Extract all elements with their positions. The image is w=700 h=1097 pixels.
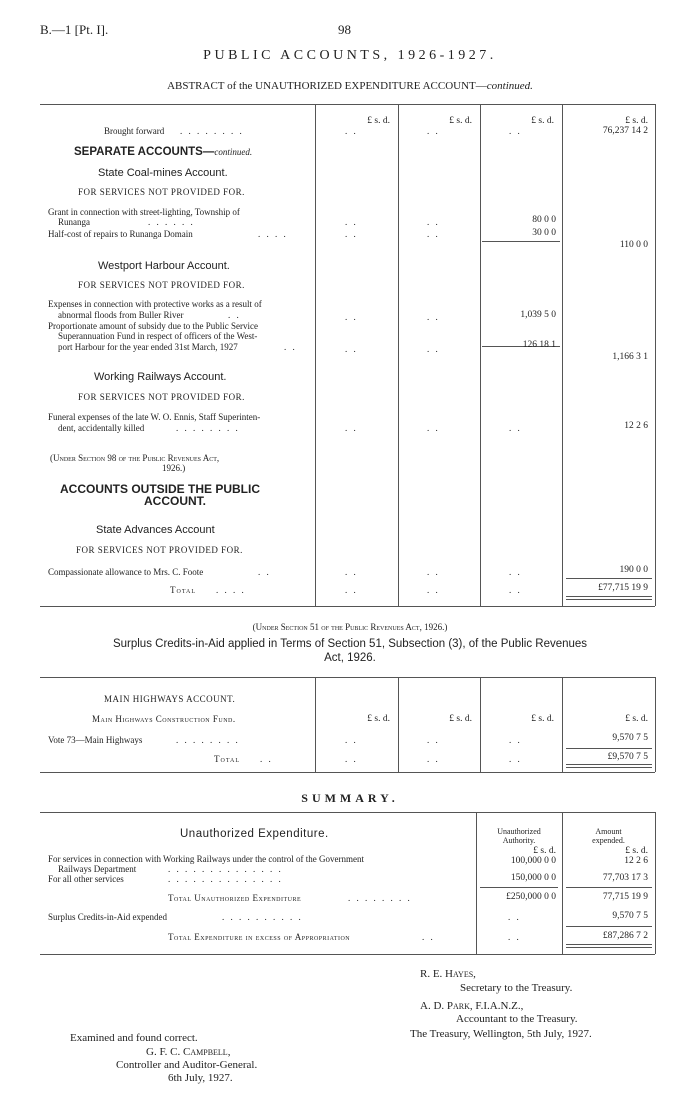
signatory-campbell: G. F. C. Campbell, xyxy=(146,1046,231,1058)
summary-row2-authority: 150,000 0 0 xyxy=(510,873,556,883)
coal-amount-2: 30 0 0 xyxy=(532,228,556,238)
summary-row1-b: Railways Department xyxy=(58,864,137,874)
advances-line1: Compassionate allowance to Mrs. C. Foote xyxy=(48,567,204,577)
westport-amount-2: 126 18 1 xyxy=(522,340,556,350)
westport-line2a: Proportionate amount of subsidy due to the Public Service xyxy=(48,321,258,331)
outside-accounts-heading-2: ACCOUNT. xyxy=(144,494,206,508)
col-header-4: £ s. d. xyxy=(625,116,648,126)
signatory-campbell-date: 6th July, 1927. xyxy=(168,1072,233,1084)
excess-label: Total Expenditure in excess of Appropriation xyxy=(168,932,351,942)
coal-mines-heading: State Coal-mines Account. xyxy=(98,167,228,179)
coal-mines-sub: FOR SERVICES NOT PROVIDED FOR. xyxy=(78,187,245,197)
examined-note: Examined and found correct. xyxy=(70,1032,198,1044)
signatory-campbell-title: Controller and Auditor-General. xyxy=(116,1059,258,1071)
summary-row1-a: For services in connection with Working Railways under the control of the Government xyxy=(48,854,365,864)
surplus-total: £9,570 7 5 xyxy=(607,752,648,762)
table1-total: £77,715 19 9 xyxy=(598,583,648,593)
page-reference: B.—1 [Pt. I]. xyxy=(40,22,109,37)
advances-sub: FOR SERVICES NOT PROVIDED FOR. xyxy=(76,545,243,555)
westport-sub: FOR SERVICES NOT PROVIDED FOR. xyxy=(78,280,245,290)
separate-accounts-heading: SEPARATE ACCOUNTS—continued. xyxy=(74,146,253,158)
section-51-note: (Under Section 51 of the Public Revenues Act, 1926.) xyxy=(252,622,448,632)
summary-unit-1: £ s. d. xyxy=(533,846,556,856)
total-unauthorized-label: Total Unauthorized Expenditure xyxy=(168,893,302,903)
coal-amount-1: 80 0 0 xyxy=(532,215,556,225)
summary-unit-2: £ s. d. xyxy=(625,846,648,856)
railways-sub: FOR SERVICES NOT PROVIDED FOR. xyxy=(78,392,245,402)
surplus-col-header-4: £ s. d. xyxy=(625,714,648,724)
vote-73-value: 9,570 7 5 xyxy=(612,733,648,743)
surplus-col-header-1: £ s. d. xyxy=(367,714,390,724)
total-unauthorized-authority: £250,000 0 0 xyxy=(506,892,556,902)
westport-line1a: Expenses in connection with protective works as a result of xyxy=(48,299,262,309)
section-98-note: (Under Section 98 of the Public Revenues Act, xyxy=(50,453,220,463)
signatory-hayes: R. E. Hayes, xyxy=(420,968,476,980)
total-unauthorized-expended: 77,715 19 9 xyxy=(602,892,648,902)
surplus-col-header-3: £ s. d. xyxy=(531,714,554,724)
summary-row2-label: For all other services xyxy=(48,874,124,884)
summary-row1-expended: 12 2 6 xyxy=(624,856,648,866)
surplus-title: Surplus Credits-in-Aid applied in Terms of Section 51, Subsection (3), of the Public Revenues xyxy=(112,638,588,650)
summary-row2-expended: 77,703 17 3 xyxy=(602,873,648,883)
signatory-hayes-title: Secretary to the Treasury. xyxy=(460,982,573,994)
outside-accounts-heading: ACCOUNTS OUTSIDE THE PUBLIC xyxy=(60,482,261,496)
summary-col1-a: Unauthorized xyxy=(497,827,541,836)
summary-col2-a: Amount xyxy=(595,827,622,836)
summary-title: SUMMARY. xyxy=(301,791,399,805)
vote-73-label: Vote 73—Main Highways xyxy=(48,735,143,745)
summary-col1-b: Authority. xyxy=(502,836,536,845)
brought-forward-total: 76,237 14 2 xyxy=(602,126,648,136)
summary-col2-b: expended. xyxy=(592,836,625,845)
summary-heading: Unauthorized Expenditure. xyxy=(180,828,329,840)
coal-line1b: Runanga xyxy=(58,217,90,227)
excess-value: £87,286 7 2 xyxy=(602,931,648,941)
surplus-title-2: Act, 1926. xyxy=(324,652,376,664)
advances-heading: State Advances Account xyxy=(96,524,215,536)
railways-line1b: dent, accidentally killed xyxy=(58,423,145,433)
col-header-1: £ s. d. xyxy=(367,116,390,126)
railways-heading: Working Railways Account. xyxy=(94,371,227,383)
table1-total-label: Total xyxy=(170,585,197,595)
section-98-year: 1926.) xyxy=(162,463,186,473)
summary-row1-authority: 100,000 0 0 xyxy=(510,856,556,866)
signatory-park-title: Accountant to the Treasury. xyxy=(456,1013,578,1025)
main-highways-account: MAIN HIGHWAYS ACCOUNT. xyxy=(104,694,236,704)
page-number: 98 xyxy=(338,22,351,37)
surplus-expended-label: Surplus Credits-in-Aid expended xyxy=(48,912,167,922)
col-header-2: £ s. d. xyxy=(449,116,472,126)
signatory-park: A. D. Park, F.I.A.N.Z., xyxy=(420,1000,524,1012)
advances-total: 190 0 0 xyxy=(619,565,648,575)
westport-amount-1: 1,039 5 0 xyxy=(520,310,556,320)
brought-forward-label: Brought forward xyxy=(104,126,165,136)
westport-line1b: abnormal floods from Buller River xyxy=(58,310,184,320)
surplus-col-header-2: £ s. d. xyxy=(449,714,472,724)
westport-total: 1,166 3 1 xyxy=(612,352,648,362)
col-header-3: £ s. d. xyxy=(531,116,554,126)
coal-line2: Half-cost of repairs to Runanga Domain xyxy=(48,229,193,239)
main-highways-fund: Main Highways Construction Fund. xyxy=(92,714,236,724)
westport-line2b: Superannuation Fund in respect of officers of the West- xyxy=(58,331,258,341)
surplus-total-label: Total xyxy=(214,754,241,764)
page-title: PUBLIC ACCOUNTS, 1926-1927. xyxy=(203,48,497,63)
surplus-expended-value: 9,570 7 5 xyxy=(612,911,648,921)
railways-line1a: Funeral expenses of the late W. O. Ennis, Staff Superinten- xyxy=(48,412,261,422)
coal-line1a: Grant in connection with street-lighting, Township of xyxy=(48,207,240,217)
westport-heading: Westport Harbour Account. xyxy=(98,260,230,272)
westport-line2c: port Harbour for the year ended 31st March, 1927 xyxy=(58,342,238,352)
railways-total: 12 2 6 xyxy=(624,421,648,431)
page-subtitle: ABSTRACT of the UNAUTHORIZED EXPENDITURE ACCOUNT—continued. xyxy=(167,80,533,92)
treasury-date: The Treasury, Wellington, 5th July, 1927. xyxy=(410,1028,592,1040)
coal-total: 110 0 0 xyxy=(619,240,648,250)
